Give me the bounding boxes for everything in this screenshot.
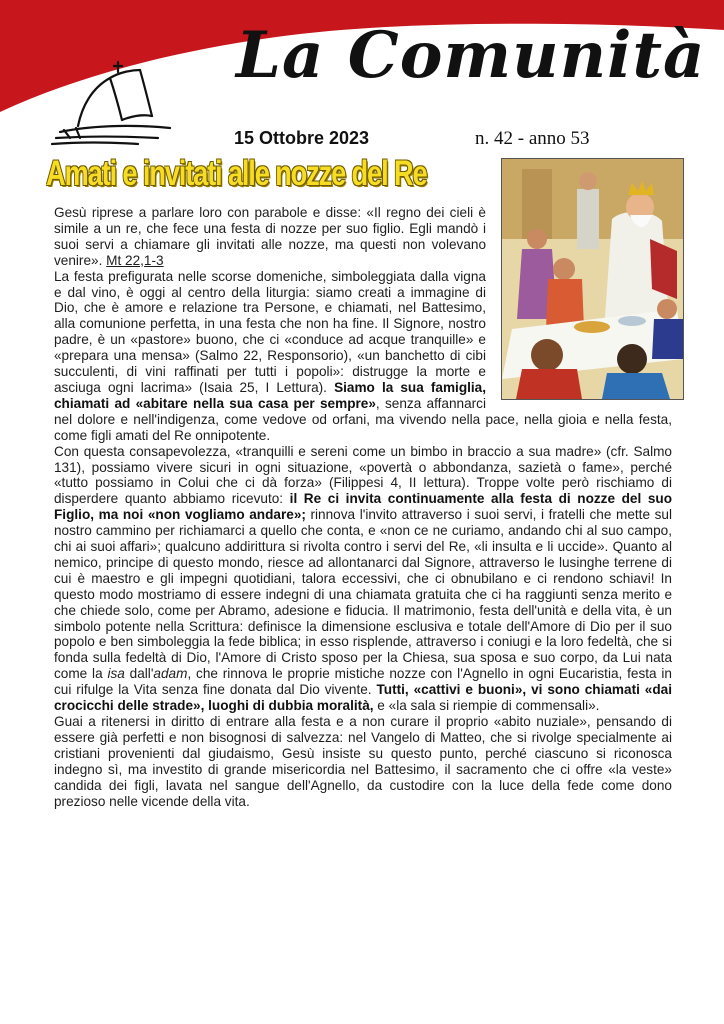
paragraph-3-adam: adam — [153, 666, 188, 682]
illustration-spacer — [494, 205, 672, 397]
article-headline: Amati e invitati alle nozze del Re — [46, 154, 427, 193]
paragraph-3-text-d: , che rinnova le proprie mistiche nozze con l'Agnello in ogni Eucaristia, festa in cui rifulge la Vita senza fine donata dal Dio vivente. — [54, 666, 672, 698]
issue-date: 15 Ottobre 2023 — [234, 128, 370, 148]
paragraph-3-isa: isa — [107, 666, 125, 682]
paragraph-3-text-a: Con questa consapevolezza, «tranquilli e sereni come un bimbo in braccio a sua madre» (cfr. Salmo 131), possiamo vivere sicuri in ogni situazione, «povertà o abbondanza, sazietà o fame», perché «tutto possiamo in Colui che ci dà forza» (Filippesi 4, II lettura). Troppe volte però rischiamo di disperdere quanto abbiamo ricevuto: — [54, 443, 672, 507]
paragraph-2-bold: Siamo la sua famiglia, chiamati ad «abitare nella sua casa per sempre» — [54, 379, 487, 411]
church-logo-icon — [48, 60, 178, 150]
paragraph-3-text-c: dall' — [124, 666, 154, 682]
article-body — [54, 205, 672, 809]
paragraph-3-bold-2: Tutti, «cattivi e buoni», vi sono chiamati «dai crocicchi delle strade», luoghi di dubbia moralità, — [54, 682, 672, 714]
paragraph-2-text-a: La festa prefigurata nelle scorse domeniche, simboleggiata dalla vigna e dal vino, è oggi al centro della liturgia: siamo creati a immagine di Dio, che è amore e relazione tra Persone, e chiamati, nel Battesimo, alla comunione perfetta, in una festa che non ha fine. Il Signore, nostro padre, è un «pastore» buono, che ci «conduce ad acque tranquille» e «prepara una mensa» (Salmo 22, Responsorio), «un banchetto di cibi succulenti, di vini raffinati per tutti i popoli»: distrugge la morte e asciuga ogni lacrima» (Isaia 25, I Lettura). — [54, 268, 486, 395]
scripture-reference: Mt 22,1-3 — [106, 252, 164, 268]
paragraph-1-text: Gesù riprese a parlare loro con parabole e disse: «Il regno dei cieli è simile a un re, che fece una festa di nozze per suo figlio. Egli mandò i suoi servi a chiamare gli invitati alle nozze, ma questi non volevano venire». — [54, 205, 486, 268]
article-paragraph-4: Guai a ritenersi in diritto di entrare alla festa e a non curare il proprio «abito nuziale», pensando di essere già perfetti e non bisognosi di salvezza: nel Vangelo di Matteo, che si rivolge specialmente ai cristiani provenienti dal giudaismo, Gesù insiste su questo punto, perché ciascuno si riconosca indegno sì, ma investito di grande misericordia nel Battesimo, il sacramento che ci offre «la veste» candida dei figli, lavata nel sangue dell'Agnello, da custodire con la luce della fede come dono prezioso nelle vicende della vita. — [54, 714, 672, 809]
paragraph-3-text-b: rinnova l'invito attraverso i suoi servi, i fratelli che mette sul nostro cammino per richiamarci a quello che conta, e «non ce ne curiamo, andando chi al suo campo, chi ai suoi affari»; qualcuno addirittura si rivolta contro i servi del Re, «li insulta e li uccide». Quanto al nemico, principe di questo mondo, riesce ad allontanarci dal Signore, attraverso le lusinghe terrene di cui è maestro e gli impegni quotidiani, talora eccessivi, che ci obnubilano e ci rendono schiavi! In questo modo mostriamo di essere indegni di una chiamata gratuita che ci ha raggiunti senza merito e che chiede solo, come per Abramo, adesione e fiducia. Il matrimonio, festa dell'unità e della vita, è un simbolo potente nella Scrittura: definisce la dimensione esclusiva e totale dell'Amore di Dio per il suo popolo e ben simboleggia la fede biblica; in esso risplende, attraverso i coniugi e la loro fedeltà, che si fonda sulla fedeltà di Dio, l'Amore di Cristo sposo per la Chiesa, sua sposa e suo corpo, da Lui nata come la — [54, 507, 672, 682]
masthead-title: La Comunità — [236, 18, 706, 93]
paragraph-2-text-b: , senza affannarci nel dolore e nell'indigenza, come vedove od orfani, ma vivendo nella pace, nella gioia e nella festa, come figli amati del Re onnipotente. — [54, 395, 672, 443]
paragraph-3-text-e: e «la sala si riempie di commensali». — [373, 698, 600, 714]
issue-number: n. 42 - anno 53 — [475, 128, 590, 149]
paragraph-3-bold: il Re ci invita continuamente alla festa di nozze del suo Figlio, ma noi «non vogliamo andare»; — [54, 491, 673, 523]
article-paragraph-3 — [54, 444, 672, 714]
